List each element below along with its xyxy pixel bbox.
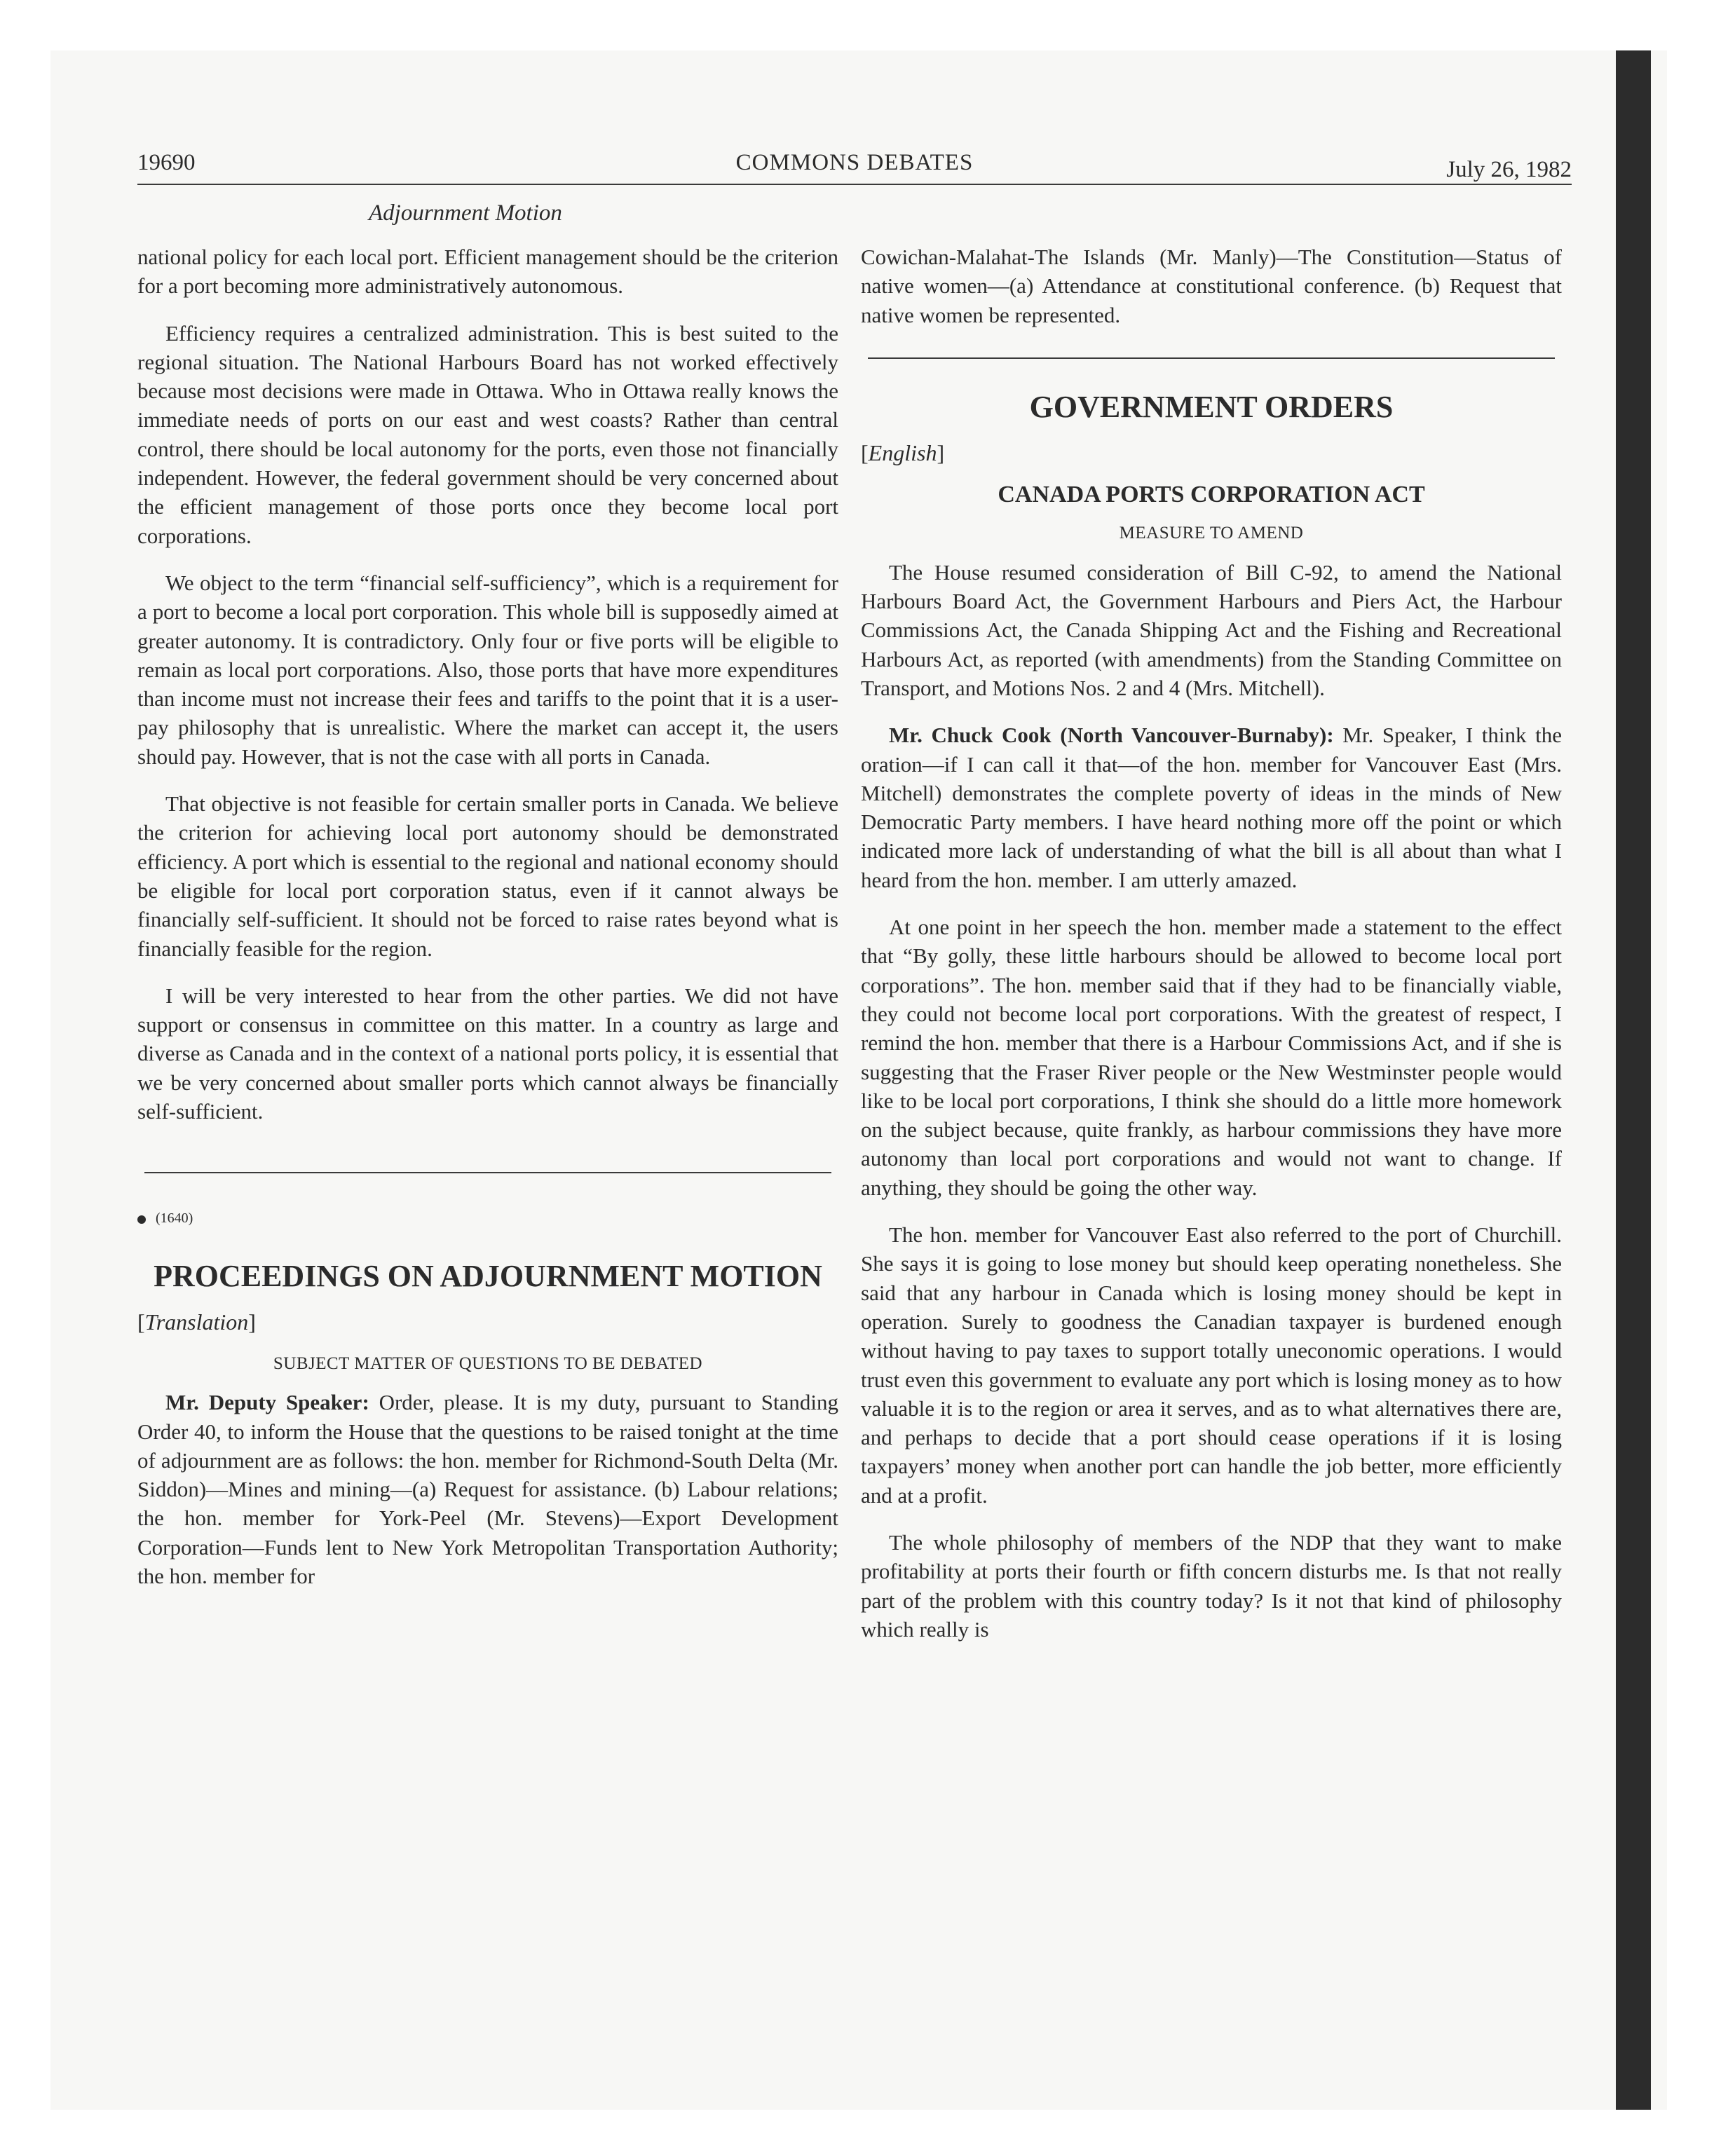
page-number: 19690 [137, 150, 196, 175]
binding-edge [1616, 50, 1651, 2110]
bill-title: CANADA PORTS CORPORATION ACT [998, 482, 1425, 508]
journal-title: COMMONS DEBATES [735, 150, 974, 175]
section-heading: PROCEEDINGS ON ADJOURNMENT MOTION [154, 1258, 822, 1293]
speech-text: Order, please. It is my duty, pursuant to Standing Order 40, to inform the House that the questions to be raised tonight at the time of adjournment are as follows: the hon. member for Richmond-South Delta (Mr. Siddon)—Mines and mining—(a) Request for assistance. (b) Labour relations; the hon. member for York-Peel (Mr. Stevens)—Export Development Corporation—Funds lent to New York Metropolitan Transportation Authority; the hon. member for [137, 1390, 839, 1588]
right-column [861, 243, 1562, 1662]
paragraph: national policy for each local port. Efficient management should be the criterion for a port becoming more administratively autonomous. [137, 245, 838, 299]
paragraph: At one point in her speech the hon. member made a statement to the effect that “By golly, these little harbours should be allowed to become local port corporations”. The hon. member said that if they had to be financially viable, they could not become local port corporations. With the greatest of respect, I remind the hon. member that there is a Harbour Commissions Act, and if she is suggesting that the Fraser River people or the New Westminster people would like to be local port corporations, I think she should do a little more homework on the subject because, quite frankly, as harbour commissions they have more autonomy than local port corporations and would not want to change. If anything, they should be going the other way. [861, 915, 1562, 1200]
time-marker-text: (1640) [156, 1210, 193, 1227]
paragraph: Cowichan-Malahat-The Islands (Mr. Manly)—The Constitution—Status of native women—(a) Attendance at constitutional conference. (b) Request that native women be represented. [861, 245, 1562, 327]
bill-subtitle: MEASURE TO AMEND [1119, 524, 1304, 543]
bullet-icon [137, 1215, 146, 1224]
header-rule [137, 184, 1572, 185]
paragraph: We object to the term “financial self-sufficiency”, which is a requirement for a port to become a local port corporation. This whole bill is supposedly aimed at greater autonomy. It is contradictory. Only four or five ports will be eligible to remain as local port corporations. Also, those ports that have more expenditures than income must not increase their fees and tariffs to the point that it is a user-pay philosophy that is unrealistic. Where the market can accept it, the users should pay. However, that is not the case with all ports in Canada. [137, 570, 838, 769]
time-marker [137, 1204, 838, 1233]
paragraph: Efficiency requires a centralized administration. This is best suited to the regional situation. The National Harbours Board has not worked effectively because most decisions were made in Ottawa. Who in Ottawa really knows the immediate needs of ports on our east and west coasts? Rather than central control, there should be local autonomy for the ports, even those not financially independent. However, the federal government should be very concerned about the efficient management of those ports once they become local port corporations. [137, 320, 838, 548]
subheading: SUBJECT MATTER OF QUESTIONS TO BE DEBATED [273, 1353, 703, 1373]
issue-date: July 26, 1982 [1446, 157, 1572, 182]
paragraph: The whole philosophy of members of the NDP that they want to make profitability at ports their fourth or fifth concern disturbs me. Is that not really part of the problem with this country today? Is it not that kind of philosophy which really is [861, 1529, 1562, 1642]
section-heading: GOVERNMENT ORDERS [1029, 389, 1394, 424]
running-header [137, 150, 1572, 192]
speech-paragraph [861, 721, 1562, 894]
paragraph: The House resumed consideration of Bill C-92, to amend the National Harbours Board Act, the Government Harbours and Piers Act, the Harbour Commissions Act, the Canada Shipping Act and the Fishing and Recreational Harbours Act, as reported (with amendments) from the Standing Committee on Transport, and Motions Nos. 2 and 4 (Mrs. Mitchell). [861, 559, 1562, 700]
speech-text: Mr. Speaker, I think the oration—if I can call it that—of the hon. member for Vancouver East (Mrs. Mitchell) demonstrates the complete poverty of ideas in the minds of New Democratic Party members. I have heard nothing more off the point or which indicated more lack of understanding of what the bill is all about than what I heard from the hon. member. I am utterly amazed. [861, 723, 1562, 892]
speech-paragraph [137, 1388, 838, 1590]
paragraph: That objective is not feasible for certain smaller ports in Canada. We believe the criterion for achieving local port autonomy should be demonstrated efficiency. A port which is essential to the regional and national economy should be eligible for local port corporation status, even if it cannot always be financially self-sufficient. It should not be forced to raise rates beyond what is financially feasible for the region. [137, 791, 838, 961]
paragraph: The hon. member for Vancouver East also referred to the port of Churchill. She says it is going to lose money but should keep operating nonetheless. She said that any harbour in Canada which is losing money should be kept in operation. Surely to goodness the Canadian taxpayer is burdened enough without having to pay taxes to support totally uneconomic operations. I would trust even this government to evaluate any port which is losing money as to how valuable it is to the region or area it serves, and as to what alternatives there are, and perhaps to decide that a port should cease operations if it is losing taxpayers’ money when another port can handle the job better, more efficiently and at a profit. [861, 1222, 1562, 1508]
language-tag: [Translation] [137, 1309, 256, 1335]
speaker-name: Mr. Chuck Cook (North Vancouver-Burnaby): [889, 723, 1334, 748]
section-label: Adjournment Motion [369, 200, 562, 226]
section-divider [868, 357, 1555, 359]
speaker-name: Mr. Deputy Speaker: [165, 1390, 369, 1415]
section-divider [144, 1172, 831, 1173]
language-tag: [English] [861, 439, 945, 465]
left-column [137, 243, 838, 1609]
language-tag-text: Translation [144, 1309, 249, 1335]
paragraph: I will be very interested to hear from the other parties. We did not have support or consensus in committee on this matter. In a country as large and diverse as Canada and in the context of a national ports policy, it is essential that we be very concerned about smaller ports which cannot always be financially self-sufficient. [137, 983, 838, 1124]
language-tag-text: English [868, 439, 937, 465]
